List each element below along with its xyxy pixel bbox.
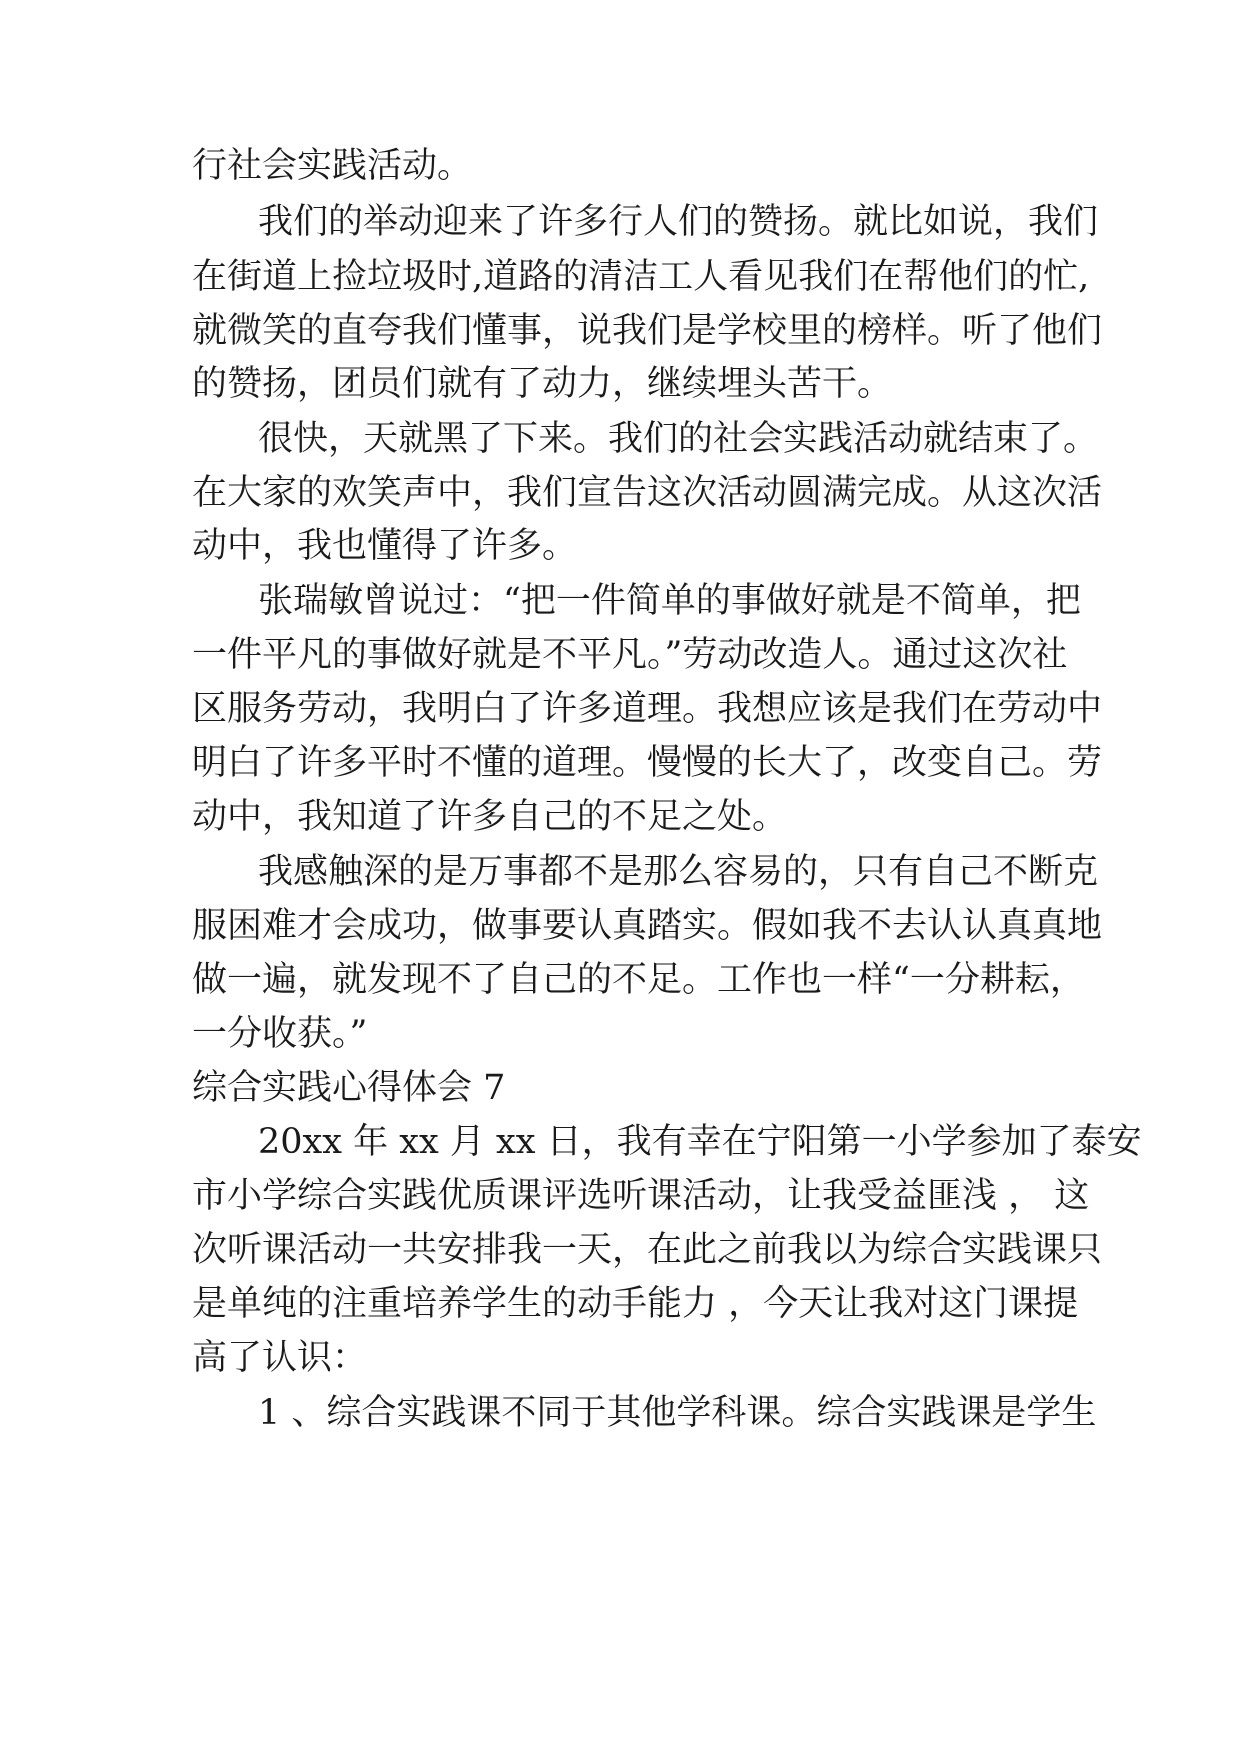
text-line: 行社会实践活动。	[192, 146, 473, 186]
section-heading: 综合实践心得体会 7	[192, 1068, 506, 1108]
paragraph-first-line: 我们的举动迎来了许多行人们的赞扬。就比如说，我们	[258, 202, 1099, 242]
text-line: 在街道上捡垃圾时,道路的清洁工人看见我们在帮他们的忙,	[192, 257, 1090, 297]
text-line: 明白了许多平时不懂的道理。慢慢的长大了，改变自己。劳	[192, 743, 1103, 783]
text-line: 次听课活动一共安排我一天，在此之前我以为综合实践课只	[192, 1230, 1103, 1270]
text-line: 市小学综合实践优质课评选听课活动，让我受益匪浅 ， 这	[192, 1176, 1090, 1216]
list-item-line: 1 、综合实践课不同于其他学科课。综合实践课是学生	[258, 1393, 1097, 1433]
text-line: 服困难才会成功，做事要认真踏实。假如我不去认认真真地	[192, 906, 1103, 946]
text-line: 一件平凡的事做好就是不平凡。”劳动改造人。通过这次社	[192, 635, 1068, 675]
text-line: 是单纯的注重培养学生的动手能力 ，今天让我对这门课提	[192, 1284, 1079, 1324]
text-line: 做一遍，就发现不了自己的不足。工作也一样“一分耕耘，	[192, 960, 1085, 1000]
paragraph-first-line: 我感触深的是万事都不是那么容易的，只有自己不断克	[258, 852, 1099, 892]
text-line: 区服务劳动，我明白了许多道理。我想应该是我们在劳动中	[192, 689, 1103, 729]
text-line: 动中，我也懂得了许多。	[192, 526, 578, 566]
text-line: 就微笑的直夸我们懂事，说我们是学校里的榜样。听了他们	[192, 311, 1103, 351]
paragraph-first-line: 很快，天就黑了下来。我们的社会实践活动就结束了。	[258, 419, 1099, 459]
text-line: 一分收获。”	[192, 1014, 368, 1054]
text-line: 在大家的欢笑声中，我们宣告这次活动圆满完成。从这次活	[192, 473, 1103, 513]
paragraph-first-line: 20xx 年 xx 月 xx 日，我有幸在宁阳第一小学参加了泰安	[258, 1122, 1142, 1162]
text-line: 高了认识：	[192, 1338, 368, 1378]
text-line: 的赞扬，团员们就有了动力，继续埋头苦干。	[192, 364, 893, 404]
text-line: 动中，我知道了许多自己的不足之处。	[192, 797, 788, 837]
paragraph-first-line: 张瑞敏曾说过：“把一件简单的事做好就是不简单，把	[258, 581, 1081, 621]
